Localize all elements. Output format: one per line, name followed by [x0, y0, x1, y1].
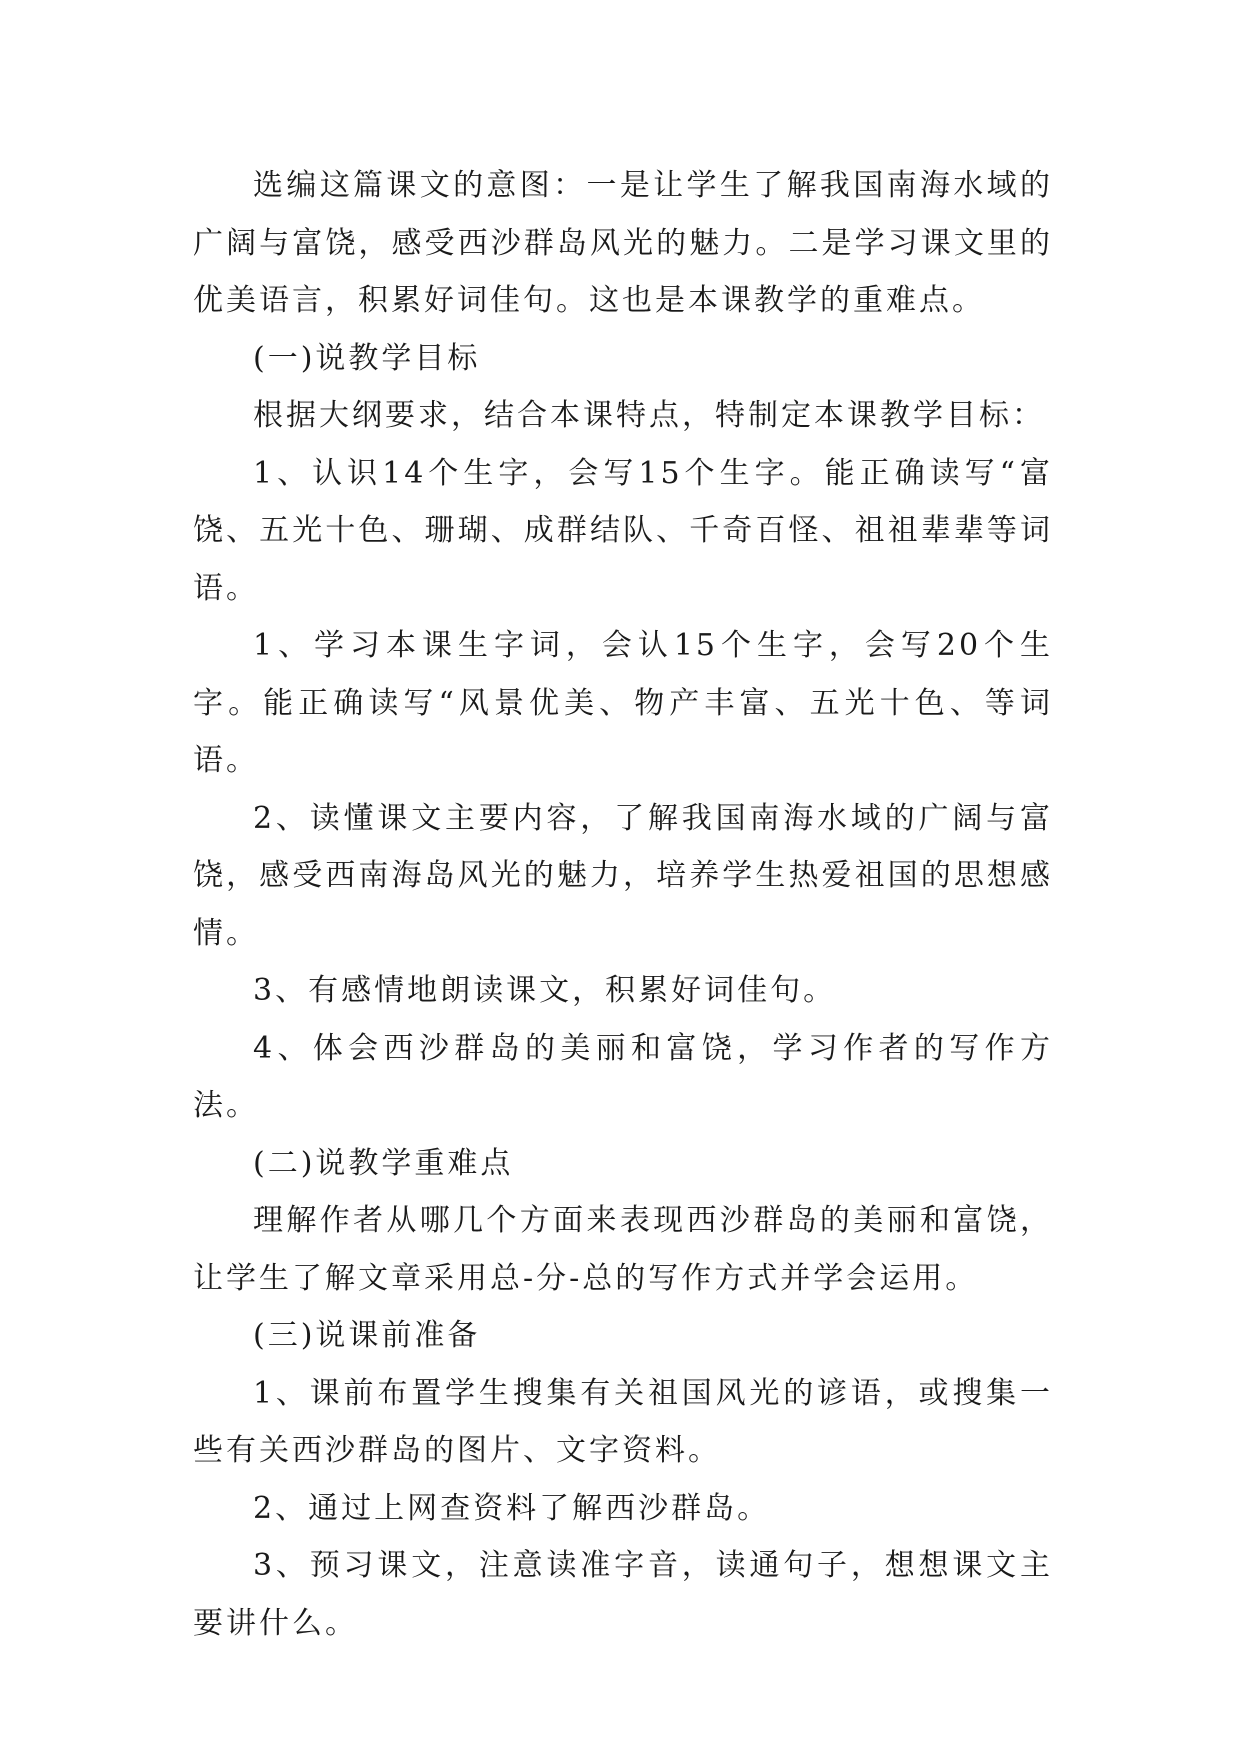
paragraph-prep-3: 3、预习课文，注意读准字音，读通句子，想想课文主要讲什么。: [193, 1548, 1053, 1641]
paragraph-intent: 选编这篇课文的意图：一是让学生了解我国南海水域的广阔与富饶，感受西沙群岛风光的魅力。二是学习课文里的优美语言，积累好词佳句。这也是本课教学的重难点。: [193, 168, 1053, 318]
paragraph-goals-intro: 根据大纲要求，结合本课特点，特制定本课教学目标：: [253, 398, 1045, 433]
paragraph-prep-2: 2、通过上网查资料了解西沙群岛。: [253, 1490, 771, 1526]
heading-teaching-goals: (一)说教学目标: [253, 340, 481, 376]
paragraph-goal-4: 4、体会西沙群岛的美丽和富饶，学习作者的写作方法。: [193, 1030, 1053, 1123]
paragraph-goal-3: 3、有感情地朗读课文，积累好词佳句。: [253, 973, 837, 1008]
heading-key-difficulties: (二)说教学重难点: [253, 1145, 514, 1181]
paragraph-prep-1: 1、课前布置学生搜集有关祖国风光的谚语，或搜集一些有关西沙群岛的图片、文字资料。: [193, 1375, 1053, 1468]
paragraph-goal-2: 2、读懂课文主要内容，了解我国南海水域的广阔与富饶，感受西南海岛风光的魅力，培养学生热爱祖国的思想感情。: [193, 800, 1053, 951]
document-body: [193, 157, 1053, 1652]
paragraph-goal-1b: 1、学习本课生字词，会认15个生字，会写20个生字。能正确读写“风景优美、物产丰富、五光十色、等词语。: [193, 628, 1053, 778]
paragraph-goal-1a: 1、认识14个生字，会写15个生字。能正确读写“富饶、五光十色、珊瑚、成群结队、千奇百怪、祖祖辈辈等词语。: [193, 455, 1053, 606]
heading-preparation: (三)说课前准备: [253, 1318, 481, 1353]
paragraph-difficulties: 理解作者从哪几个方面来表现西沙群岛的美丽和富饶，让学生了解文章采用总-分-总的写作方式并学会运用。: [193, 1203, 1053, 1296]
